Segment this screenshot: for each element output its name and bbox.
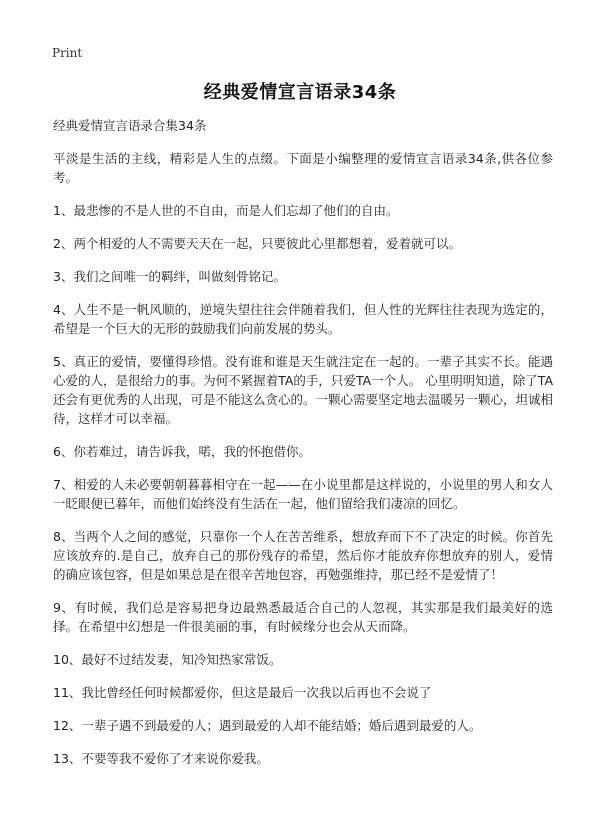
list-item: 9、有时候，我们总是容易把身边最熟悉最适合自己的人忽视，其实那是我们最美好的选择。在希望中幻想是一件很美丽的事，有时候缘分也会从天而降。: [53, 600, 553, 634]
page-title: 经典爱情宣言语录34条: [203, 82, 397, 103]
list-item: 7、相爱的人未必要朝朝暮暮相守在一起——在小说里都是这样说的，小说里的男人和女人一眨眼便已暮年，而他们始终没有生活在一起，他们留给我们凄凉的回忆。: [53, 477, 553, 511]
list-item: 10、最好不过结发妻，知冷知热家常饭。: [53, 652, 282, 667]
list-item: 6、你若难过，请告诉我，喏，我的怀抱借你。: [53, 444, 311, 459]
list-item: 3、我们之间唯一的羁绊，叫做刻骨铭记。: [53, 269, 286, 284]
list-item: 2、两个相爱的人不需要天天在一起，只要彼此心里都想着，爱着就可以。: [53, 236, 461, 251]
list-item: 12、一辈子遇不到最爱的人；遇到最爱的人却不能结婚；婚后遇到最爱的人。: [53, 718, 482, 733]
list-item: 5、真正的爱情，要懂得珍惜。没有谁和谁是天生就注定在一起的。一辈子其实不长。能遇心爱的人，是很给力的事。为何不紧握着TA的手，只爱TA一个人。 心里明明知道，除了TA还会有更优秀的人出现，可是不能这么贪心的。一颗心需要坚定地去温暖另一颗心，坦诚相待，这样才可以幸福。: [53, 354, 554, 426]
print-link[interactable]: Print: [52, 46, 83, 60]
list-item: 11、我比曾经任何时候都爱你，但这是最后一次我以后再也不会说了: [53, 685, 432, 700]
intro-paragraph: 平淡是生活的主线，精彩是人生的点缀。下面是小编整理的爱情宣言语录34条,供各位参考。: [53, 151, 553, 185]
list-item: 4、人生不是一帆风顺的，逆境失望往往会伴随着我们，但人性的光辉往往表现为选定的，希望是一个巨大的无形的鼓励我们向前发展的势头。: [53, 302, 553, 336]
list-item: 13、不要等我不爱你了才来说你爱我。: [53, 751, 269, 766]
list-item: 8、当两个人之间的感觉，只靠你一个人在苦苦维系，想放弃而下不了决定的时候。你首先应该放弃的.是自己，放弃自己的那份残存的希望，然后你才能放弃你想放弃的别人，爱情的确应该包容，但是如果总是在很辛苦地包容，再勉强维持，那已经不是爱情了！: [53, 529, 553, 582]
document-subtitle: 经典爱情宣言语录合集34条: [53, 118, 207, 133]
document-body: [53, 116, 553, 782]
list-item: 1、最悲惨的不是人世的不自由，而是人们忘却了他们的自由。: [53, 203, 399, 218]
